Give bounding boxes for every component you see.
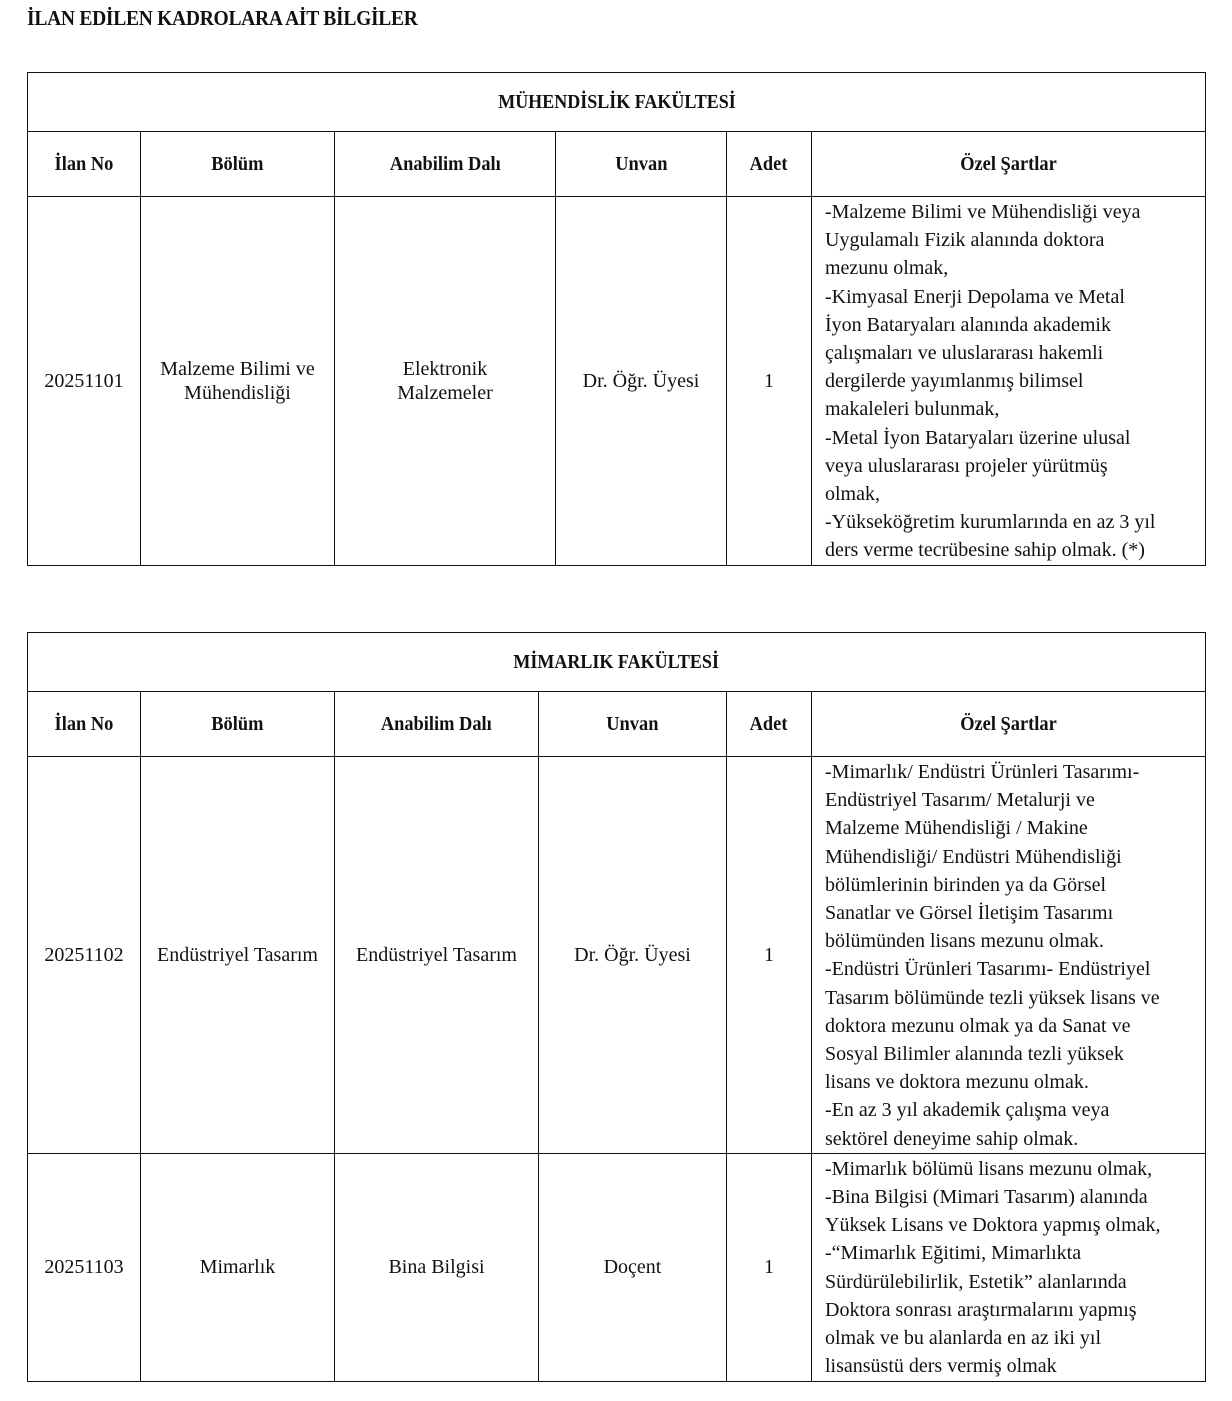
column-header-ilan-no xyxy=(28,132,141,197)
column-header-text: Adet xyxy=(750,152,788,175)
column-header-text: Özel Şartlar xyxy=(960,152,1057,175)
cell-anabilim-dali xyxy=(335,197,556,566)
column-header-bolum xyxy=(141,132,335,197)
column-header-text: Bölüm xyxy=(211,712,264,735)
column-header-text: Anabilim Dalı xyxy=(389,152,501,175)
table-row xyxy=(28,1153,1206,1381)
column-header-bolum xyxy=(141,692,335,757)
cell-adet: 1 xyxy=(727,197,812,566)
cell-bolum-text: Malzeme Bilimi ve Mühendisliği xyxy=(160,357,315,404)
cell-ozel-sartlar: -Malzeme Bilimi ve Mühendisliği veya Uygulamalı Fizik alanında doktora mezunu olmak, -Kimyasal Enerji Depolama ve Metal İyon Bataryaları alanında akademik çalışmaları ve uluslararası hakemli dergilerde yayımlanmış bilimsel makaleleri bulunmak, -Metal İyon Bataryaları üzerine ulusal veya uluslararası projeler yürütmüş olmak, -Yükseköğretim kurumlarında en az 3 yıl ders verme tecrübesine sahip olmak. (*) xyxy=(812,197,1206,566)
column-header-ozel-sartlar xyxy=(812,692,1206,757)
document-title: İLAN EDİLEN KADROLARA AİT BİLGİLER xyxy=(27,6,418,30)
cell-ilan-no: 20251101 xyxy=(28,197,141,566)
column-header-adet xyxy=(727,692,812,757)
faculty-name xyxy=(28,73,1206,132)
column-header-ilan-no xyxy=(28,692,141,757)
column-header-text: Anabilim Dalı xyxy=(381,712,492,735)
table-header-row xyxy=(28,132,1206,197)
column-header-text: Unvan xyxy=(614,152,668,175)
faculty-table-mimarlik xyxy=(27,632,1206,1382)
column-header-anabilim-dali xyxy=(335,132,556,197)
column-header-text: Adet xyxy=(750,712,788,735)
cell-bolum: Endüstriyel Tasarım xyxy=(141,757,335,1154)
column-header-text: Unvan xyxy=(606,712,659,735)
cell-bolum: Mimarlık xyxy=(141,1153,335,1381)
cell-ilan-no: 20251102 xyxy=(28,757,141,1154)
cell-ilan-no: 20251103 xyxy=(28,1153,141,1381)
column-header-unvan xyxy=(539,692,727,757)
cell-anabilim-dali: Endüstriyel Tasarım xyxy=(335,757,539,1154)
cell-unvan: Dr. Öğr. Üyesi xyxy=(539,757,727,1154)
cell-ozel-sartlar: -Mimarlık/ Endüstri Ürünleri Tasarımı- Endüstriyel Tasarım/ Metalurji ve Malzeme Mühendisliği / Makine Mühendisliği/ Endüstri Mühendisliği bölümlerinin birinden ya da Görsel Sanatlar ve Görsel İletişim Tasarımı bölümünden lisans mezunu olmak. -Endüstri Ürünleri Tasarımı- Endüstriyel Tasarım bölümünde tezli yüksek lisans ve doktora mezunu olmak ya da Sanat ve Sosyal Bilimler alanında tezli yüksek lisans ve doktora mezunu olmak. -En az 3 yıl akademik çalışma veya sektörel deneyime sahip olmak. xyxy=(812,757,1206,1154)
cell-unvan: Doçent xyxy=(539,1153,727,1381)
cell-adet: 1 xyxy=(727,1153,812,1381)
column-header-anabilim-dali xyxy=(335,692,539,757)
faculty-name-text: MİMARLIK FAKÜLTESİ xyxy=(513,650,720,673)
cell-anabilim-dali: Bina Bilgisi xyxy=(335,1153,539,1381)
faculty-table-muhendislik xyxy=(27,72,1206,566)
cell-adet: 1 xyxy=(727,757,812,1154)
cell-bolum xyxy=(141,197,335,566)
cell-unvan: Dr. Öğr. Üyesi xyxy=(556,197,727,566)
column-header-text: İlan No xyxy=(54,152,114,175)
column-header-ozel-sartlar xyxy=(812,132,1206,197)
table-header-row xyxy=(28,692,1206,757)
table-row xyxy=(28,757,1206,1154)
column-header-text: Bölüm xyxy=(211,152,264,175)
column-header-unvan xyxy=(556,132,727,197)
cell-anabilim-dali-text: Elektronik Malzemeler xyxy=(397,357,493,404)
column-header-text: Özel Şartlar xyxy=(960,712,1057,735)
cell-ozel-sartlar: -Mimarlık bölümü lisans mezunu olmak, -Bina Bilgisi (Mimari Tasarım) alanında Yüksek Lisans ve Doktora yapmış olmak, -“Mimarlık Eğitimi, Mimarlıkta Sürdürülebilirlik, Estetik” alanlarında Doktora sonrası araştırmalarını yapmış olmak ve bu alanlarda en az iki yıl lisansüstü ders vermiş olmak xyxy=(812,1153,1206,1381)
column-header-adet xyxy=(727,132,812,197)
table-row xyxy=(28,197,1206,566)
faculty-name xyxy=(28,633,1206,692)
column-header-text: İlan No xyxy=(54,712,114,735)
faculty-name-text: MÜHENDİSLİK FAKÜLTESİ xyxy=(497,90,736,113)
